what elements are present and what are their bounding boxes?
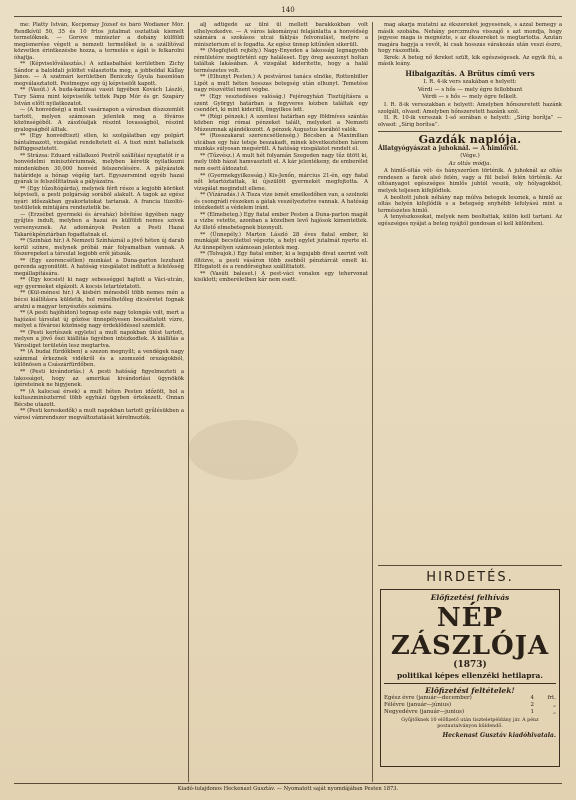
article-paragraph: ** (A kalocsai érsek) a mult héten Pesten időzött, hol a kultuszminiszterrel több egyházi ügyben értekezett. Onnan Bécsbe utazott. [14,388,184,408]
price-period: Negyedévre (január—junius) [384,709,465,715]
subscription-ad [380,589,560,767]
price-value: 2 [530,702,534,708]
ad-newspaper-name: NÉP ZÁSZLÓJA [390,603,550,661]
article-paragraph: A tenyészkosokat, melyek nem beoltattak, külön kell tartani. Az egészséges nyájat a beteg nyájtól gondosan el kell különíteni. [378,214,562,227]
price-row [384,709,556,716]
article-paragraph: A beoltott juhok néhány nap múlva betegek lesznek, a himlő az oltás helyén kifejlődik s a betegség enyhébb lefolyású mint a természetes himlő. [378,194,562,214]
article-paragraph: ** Strázsa: Eduard vállalkozó Pestről szállítási nyugtatót ír a honvédelmi minisztériumnak, melyben kéretik nyilatkozni mindenkiben 30,000 honvéd felszerelésére. A pályázatok határideje a hónap végéig tart. Egyszersmind egyéb hazai gyárak is felszólíttatnak a pályázatra. [14,152,184,186]
article-paragraph: ** (Rosszakarat szerencsétlenség.) Bécsben a Maximilian utcában egy ház teteje beszakadt, minek következtében három munkás súlyosan megsérült. A hatóság vizsgálatot rendelt el. [194,133,368,153]
advertisement-heading: HIRDETÉS. [426,570,514,585]
article-paragraph: mag akarja mutatni az ékszerekét jegyesének, s azzal bemegy a másik szobába. Nehány perczmulva visszajő s azt mondja, hogy jegyese maga is megnézte, s az ékszereket is megtartotta. Azután magára hagyja a vevőt, ki csak hosszas várakozás után veszi észre, hogy rászedték. [378,22,562,55]
ad-terms-title: Előfizetési feltételek! [384,683,556,695]
section-rule [378,565,562,566]
price-period: Egész évre (január—december) [384,695,472,701]
section-subheading: Az oltás módja. [448,160,492,167]
article-paragraph: ** (Egy szerencsétlen) munkást a Duna-parton lezuhant gerenda agyonütött. A hatóság vizsgálatot indított a felelősség megállapítására. [14,257,184,277]
article-paragraph: ** (Vízáradás.) A Tisza vize ismét emelkedőben van, a szolnoki és csongrádi részeken a gátak veszélyeztetve vannak. A hatóság intézkedett a védelem iránt. [194,192,368,212]
price-unit: frt. [547,695,556,701]
correction-heading: Hibaigazítás. A Brütus című vers [405,68,535,78]
correction-line: Vérdi — s hős — mely égre felkelt. [422,94,518,101]
correction-line: I. R. 4-ik vers szakában e helyett: [423,79,517,86]
column-divider [188,22,189,782]
section-part: (Vége.) [460,153,480,160]
article-paragraph: ** (Egy vesztedéses valóság.) Fejéregyházi Tisztújításra a szent Györgyi határban a fegyveres kézben találtak egy csendőrt, ki mint kiderült, öngyilkos lett. [194,94,368,114]
ad-description: politikai képes ellenzéki hetilapra. [397,671,543,680]
top-rule [14,16,562,17]
advertisement-section [378,562,562,777]
ad-note: Gyűjtőknek 10 előfizető után tiszteletpéldány jár. A pénz postautalványon küldendő. [401,718,539,729]
correction-line: I. R. 8-ik versszakban e helyett: Amelyben hőnszeretett hazánk szolgált, olvasd: Amelyben hőnszeretett hazánk szól. [378,102,562,115]
article-paragraph: ** (Megfejtett rejtély.) Nagy-Enyeden a lakosság legnagyobb rémületére megtörtént egy haláleset. Egy öreg asszonyt holtan találtak lakásában. A vizsgálat kiderítette, hogy a halál természetes volt. [194,48,368,74]
article-paragraph: ** (Tűzvész.) A mult hét folyamán Szegeden nagy tűz ütött ki, mely több házat hamvasztott el. A kár jelentékeny, de emberélet nem esett áldozatul. [194,152,368,173]
section-title: Gazdák naplója. [418,133,522,147]
article-paragraph: ** (A budai fürdőkben) a szezon megnyílt; a vendégek nagy számmal érkeznek vidékről és a szomszéd országokból, különösen a Császárfürdőben. [14,349,184,369]
column-1 [14,22,184,782]
correction-line: Vérdi — s hős — mely égre fellobbant [417,86,523,93]
article-paragraph: ** (Tolvajok.) Egy fiatal ember, ki a legujabb divat szerint volt öltözve, a pesti vásáron több zsebből pénztárcát emelt ki. Elfogatott és a rendőrséghez szállíttatott. [194,251,368,271]
article-paragraph: ** (Egy honvédtiszt) ellen, ki szolgálatban egy polgárt bántalmazott, vizsgálat rendeltetett el. A tiszt mint hallatszik felfüggesztetett. [14,133,184,153]
price-unit: „ [553,702,556,708]
price-value: 1 [530,709,534,715]
section-rule [378,131,562,132]
article-paragraph: ** (Kül-ménesi hír.) A kisbéri ménesből több nemes mén a bécsi kiállításra küldetik, hol remélhetőleg dicséretet fognak aratni a magyar tenyésztés számára. [14,290,184,310]
correction-line: II. R. 10-ik versszak 1-ső sorában e helyett: „Sírig borítja” — olvasd: „Sírig borítsa”. [378,115,562,128]
price-unit: „ [553,709,556,715]
article-paragraph: ** (Gyermekgyilkosság.) Kis-Jenőn, március 21-én, egy fiatal nőt letartóztattak, ki újszülött gyermekét megfojtotta. A vizsgálat megindult ellene. [194,172,368,192]
article-paragraph: ** (Egy kocsist) ki nagy sebességgel hajtott a Váci-utcán, egy gyermeket elgázolt. A kocsis letartóztatott. [14,277,184,290]
price-row [384,695,556,702]
article-paragraph: — (A honvédség) a mult vasárnapon a városban díszszemlét tartott, melyen számosan jelentek meg a főváros közönségéből. A zászlóaljak részint lovasságból, részint gyalogságból álltak. [14,107,184,133]
section-subtitle: Állatgyógyászat a juhoknál. — A himlőről. [378,144,519,152]
article-paragraph: ** (Elmebeteg.) Egy fiatal ember Pesten a Duna-parton magát a vízbe vetette, azonban a közelben levő hajósok kimentették. Az illető elmebetegnek bizonyult. [194,211,368,231]
article-paragraph: ** (Színházi hír.) A Nemzeti Színháznál a jövő héten új darab kerül színre, melynek próbái már folyamatban vannak. A főszerepeket a társulat legjobb erői játszák. [14,238,184,258]
article-paragraph: ** (Pesti kereskedők) a mult napokban tartott gyűlésükben a városi vámrendszer megváltoztatását kérelmezték. [14,408,184,421]
article-paragraph: — (Erzsébet gyermeki és árvaház) bővítése ügyében nagy gyűjtés indult, melyben a hazai és külföldi nemes szívek versenyeznek. Az adományok Pesten a Pesti Hazai Takarékpénztárban fogadtatnak el. [14,211,184,238]
article-paragraph: ** (Ünnepély.) Marton László 28 éves fiatal ember, ki munkáját becsülettel végezte, a helyi egylet jutalmát nyerte el. Az ünnepélyen számosan jelentek meg. [194,231,368,251]
article-paragraph: alj adtigedé az ülni ül mellett barakkokban volt elhelyezkedve. — A város lakományai felajánlatta a honvédség számára a szokásos utcai fáklyás felvonulást, melyre a miniszterium el is fogadta. Az egész ünnep kitűnően sikerült. [194,22,368,48]
article-paragraph: ** (A pesti hajóhídon) tegnap este nagy tolongás volt, mert a hajózási társulat új gőzöse ünnepélyesen bocsáttatott vízre, melyet a fővárosi közönség nagy érdeklődéssel szemlélt. [14,310,184,330]
price-row [384,702,556,709]
ad-signature: Heckenast Gusztáv kiadóhivatala. [442,731,556,739]
article-paragraph: ** (Pesti kivándorlás.) A pesti hatóság figyelmezteti a lakosságot, hogy az amerikai kivándorlási ügynökök ígéreteinek ne higyjenek. [14,368,184,389]
article-paragraph: ** (Elhunyt Pesten.) A pestvárosi tanács elnöke, Rottenbiller Lipót a mult héten hosszas betegség után elhunyt. Temetése nagy részvéttel ment végbe. [194,74,368,94]
article-paragraph: me: Platty István, Kecpomay József és báró Wodianer Mór. Rendkívül 50, 35 és 10 frtos jutalmat osztattak kiemelt termelőknek. — Gorove miniszter a dohány külföldi megismerése végett a nemzeti termelőket is a szállítóval közvetlen érintkezésbe hozza, a termelés e ágát is felkarolni óhajtja. [14,22,184,61]
price-value: 4 [530,695,534,701]
column-2 [194,22,368,782]
article-paragraph: ** (Vasút.) A buda-kanizsai vasút ügyében Kovách László, Tury Sámu mint képviselők tettek Papp Mór és gr. Szapáry István előtt nyilatkozatot. [14,87,184,107]
article-paragraph: Ikrek: A beteg nő ikreket szült, kik egészségesek. Az egyik fiú, a másik leány. [378,54,562,68]
column-divider [372,22,373,782]
ad-year: (1873) [453,660,487,670]
price-period: Félévre (január—június) [384,702,452,708]
page-number: 140 [281,6,295,14]
ad-call: Előfizetési felhívás [430,593,510,602]
article-paragraph: ** (Vasúti baleset.) A pest-váci vonalon egy tehervonat kisiklott; emberéletben kár nem esett. [194,270,368,284]
article-paragraph: ** (Pesti kertészek egylete) a mult napokban ülést tartott, melyen a jövő őszi kiállítás ügyében intézkedtek. A kiállítás a Városliget területén lesz megtartva. [14,329,184,349]
article-paragraph: ** (Régi pénzek.) A szentesi határban egy földmíves szántás közben régi római pénzeket talált, melyeket a Nemzeti Múzeumnak ajándékozott. A pénzek Augustus korából valók. [194,113,368,133]
article-paragraph: ** (Egy tűzoltógárda), melynek férfi része a legjobb köröket képviseli, a pesti polgárság sorából alakult. A tagok az egész nyári időszakban gyakorlatokat tartanak. A francia tüzoltó-testületek mintájára rendeztetik be. [14,185,184,212]
article-paragraph: A himlő-oltás vét- és hányszerűen történik. A juhoknál az oltás rendesen a farok alsó felén, vagy a fül belső felén történik. Az oltóanyagot egészséges himlős juhtól veszik, oly hólyagokból, melyek teljesen kifejlődtek. [378,168,562,195]
article-paragraph: ** (Képviselőválasztás.) A szilasbalhási kerületben Zichy Sándor a baloldali jelöltet választotta meg, a jobboldal Kállay János. — A szatmári kerületben Beniczky Gyula hasonlóan megválasztatott. Pestmegye egy új képviselőt kapott. [14,61,184,87]
page-footer: Kiadó-tulajdonos Heckenast Gusztáv. — Nyomatott saját nyomdájában Pesten 1873. [14,783,562,792]
